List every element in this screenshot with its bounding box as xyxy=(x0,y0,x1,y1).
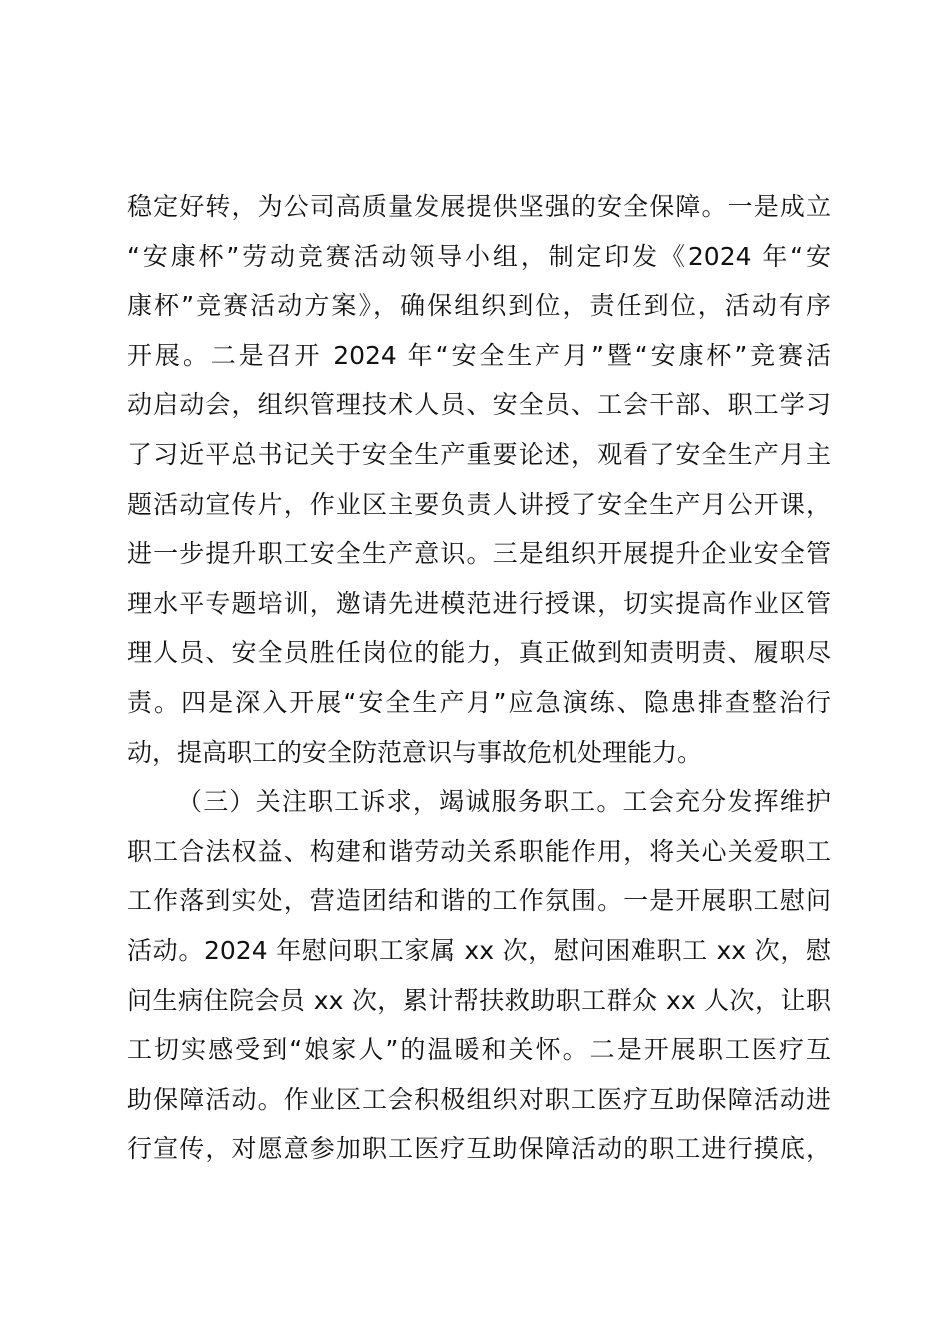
text-line: 问生病住院会员 xx 次，累计帮扶救助职工群众 xx 人次，让职 xyxy=(127,985,831,1015)
text-line: 开展。二是召开 2024 年“安全生产月”暨“安康杯”竞赛活 xyxy=(127,340,831,370)
section-heading-line: （三）关注职工诉求，竭诚服务职工。工会充分发挥维护 xyxy=(177,787,831,817)
text-line: 工作落到实处，营造团结和谐的工作氛围。一是开展职工慰问 xyxy=(127,886,831,916)
text-line: “安康杯”劳动竞赛活动领导小组，制定印发《2024 年“安 xyxy=(127,241,831,271)
text-line: 稳定好转，为公司高质量发展提供坚强的安全保障。一是成立 xyxy=(127,192,831,221)
text-line: 工切实感受到“娘家人”的温暖和关怀。二是开展职工医疗互 xyxy=(127,1035,831,1065)
text-line: 理人员、安全员胜任岗位的能力，真正做到知责明责、履职尽 xyxy=(127,638,831,668)
text-line: 职工合法权益、构建和谐劳动关系职能作用，将关心关爱职工 xyxy=(127,836,831,866)
text-line: 了习近平总书记关于安全生产重要论述，观看了安全生产月主 xyxy=(127,439,831,469)
text-line: 助保障活动。作业区工会积极组织对职工医疗互助保障活动进 xyxy=(127,1084,831,1114)
text-line: 行宣传，对愿意参加职工医疗互助保障活动的职工进行摸底， xyxy=(127,1134,831,1164)
text-line: 动启动会，组织管理技术人员、安全员、工会干部、职工学习 xyxy=(127,390,831,420)
text-line: 题活动宣传片，作业区主要负责人讲授了安全生产月公开课， xyxy=(127,489,831,519)
text-line: 理水平专题培训，邀请先进模范进行授课，切实提高作业区管 xyxy=(127,588,831,618)
text-line: 进一步提升职工安全生产意识。三是组织开展提升企业安全管 xyxy=(127,539,831,569)
text-line: 活动。2024 年慰问职工家属 xx 次，慰问困难职工 xx 次，慰 xyxy=(127,935,831,965)
text-line: 康杯”竞赛活动方案》，确保组织到位，责任到位，活动有序 xyxy=(127,291,831,321)
text-line: 责。四是深入开展“安全生产月”应急演练、隐患排查整治行 xyxy=(127,687,831,717)
paragraph-last-line: 动，提高职工的安全防范意识与事故危机处理能力。 xyxy=(127,737,703,767)
document-body xyxy=(127,182,831,1174)
